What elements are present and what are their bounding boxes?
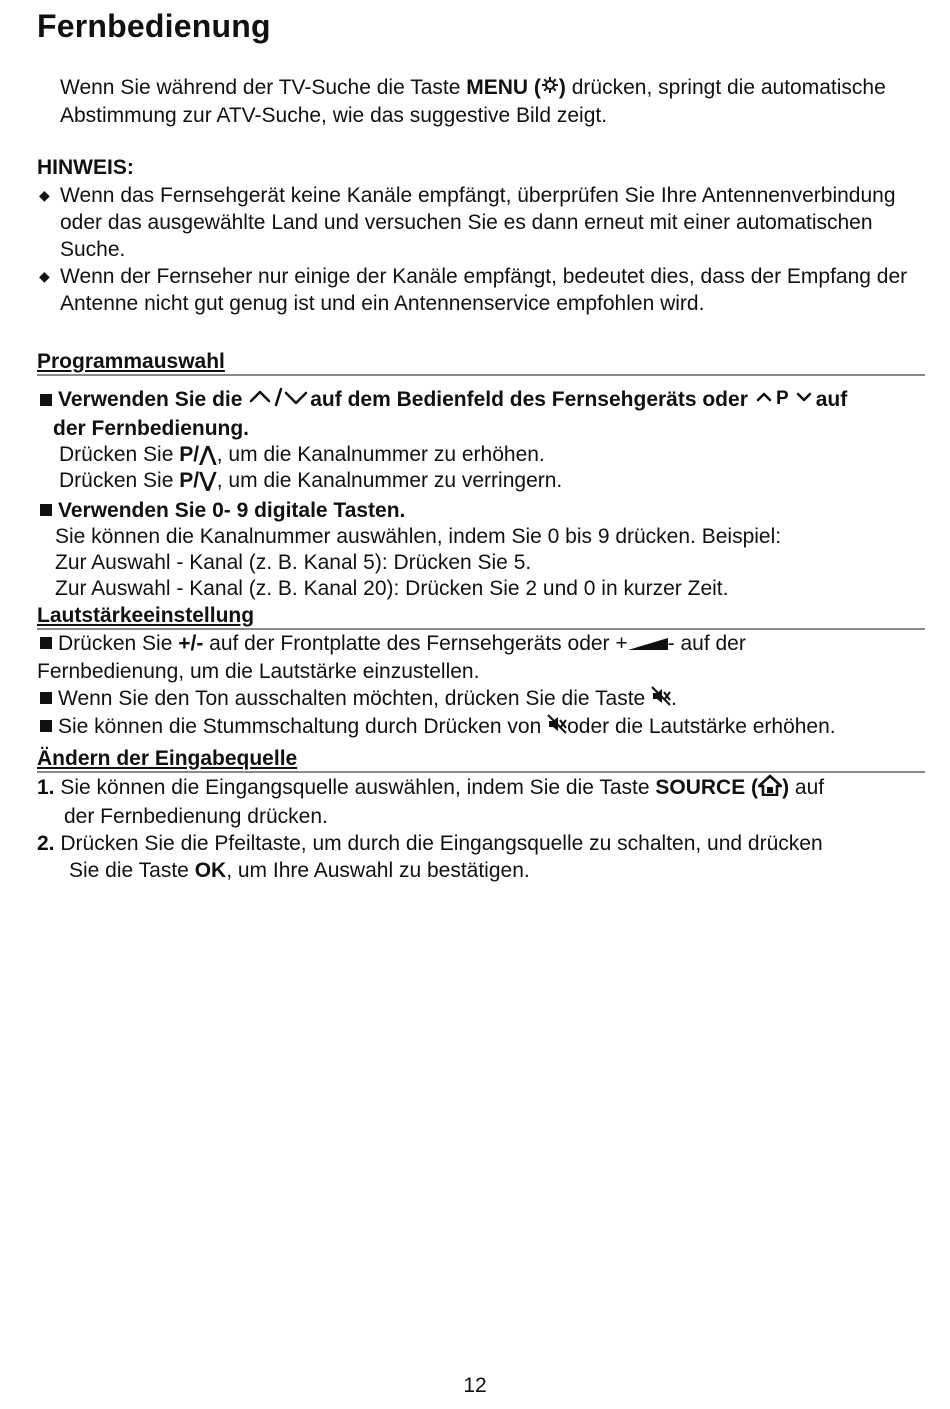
ok-key: OK — [194, 859, 227, 882]
p-up-key: P/⋀ — [179, 443, 217, 466]
section-heading-eingabequelle: Ändern der Eingabequelle — [37, 747, 298, 770]
intro-text-2: drücken, springt die automatische Abstimmung zur ATV-Suche, wie das suggestive Bild zeigt. — [60, 76, 886, 128]
list-item — [37, 630, 927, 658]
example-line: Sie können die Kanalnummer auswählen, indem Sie 0 bis 9 drücken. Beispiel: — [55, 525, 782, 548]
intro-text-1: Wenn Sie während der TV-Suche die Taste — [60, 76, 467, 99]
list-item — [37, 713, 927, 741]
menu-label: MENU ( — [466, 76, 541, 99]
source-close: ) — [782, 776, 790, 800]
item-text: Sie können die Eingangsquelle auswählen, indem Sie die Taste — [54, 776, 656, 800]
item-text: auf der Frontplatte des Fernsehgeräts oder + — [203, 632, 628, 655]
page-number: 12 — [463, 1374, 487, 1397]
up-down-arrow-icon — [248, 385, 310, 416]
square-bullet-icon — [40, 692, 52, 704]
line-text: , um die Kanalnummer zu erhöhen. — [216, 443, 545, 466]
step-number: 2. — [37, 832, 55, 855]
volume-ramp-icon — [628, 631, 668, 658]
example-line: Zur Auswahl - Kanal (z. B. Kanal 20): Drücken Sie 2 und 0 in kurzer Zeit. — [55, 577, 729, 600]
hinweis-item-text: Wenn der Fernseher nur einige der Kanäle empfängt, bedeutet dies, dass der Empfang der Antenne nicht gut genug ist und ein Antennenservice empfohlen wird. — [60, 265, 908, 315]
square-bullet-icon — [40, 504, 52, 516]
list-item — [37, 498, 927, 524]
item-text: Sie die Taste — [69, 859, 195, 882]
item-text: - auf der — [667, 632, 746, 655]
section-divider — [37, 771, 925, 773]
plus-minus-key: +/- — [178, 632, 204, 655]
p-up-down-icon — [754, 385, 816, 416]
line-text: , um die Kanalnummer zu verringern. — [216, 469, 563, 492]
item-text: auf — [815, 388, 848, 412]
list-item — [37, 385, 927, 416]
square-bullet-icon — [40, 720, 52, 732]
item-text: Verwenden Sie die — [58, 388, 249, 412]
item-text: . — [671, 686, 677, 710]
p-down-key: P/⋁ — [179, 469, 217, 492]
diamond-bullet-icon: ◆ — [39, 187, 50, 203]
line-text: Drücken Sie — [59, 469, 180, 492]
item-continuation: der Fernbedienung. — [53, 417, 250, 440]
list-item — [37, 263, 927, 317]
instruction-line — [37, 468, 927, 494]
section-lautstaerke — [37, 630, 927, 741]
square-bullet-icon — [40, 637, 52, 649]
item-text: Wenn Sie den Ton ausschalten möchten, drücken Sie die Taste — [58, 686, 652, 710]
list-item — [37, 182, 927, 263]
source-key: SOURCE ( — [655, 776, 759, 800]
line-text: Drücken Sie — [59, 443, 180, 466]
item-text: Verwenden Sie 0- 9 digitale Tasten. — [58, 499, 406, 522]
numbered-item — [37, 774, 927, 803]
mute-icon — [651, 686, 671, 713]
square-bullet-icon — [40, 394, 52, 406]
menu-close: ) — [558, 76, 566, 99]
item-continuation: der Fernbedienung drücken. — [64, 805, 328, 828]
item-continuation — [37, 857, 927, 884]
diamond-bullet-icon: ◆ — [39, 268, 50, 284]
svg-text:P: P — [775, 388, 789, 409]
hinweis-item-text: Wenn das Fernsehgerät keine Kanäle empfängt, überprüfen Sie Ihre Antennenverbindung oder das ausgewählte Land und versuchen Sie es dann erneut mit einer automatischen Suche. — [60, 184, 896, 261]
item-text: Drücken Sie die Pfeiltaste, um durch die Eingangsquelle zu schalten, und drücken — [54, 832, 823, 855]
page-title: Fernbedienung — [37, 8, 271, 44]
item-text: Drücken Sie — [58, 632, 179, 655]
home-icon — [758, 774, 782, 803]
instruction-line — [37, 442, 927, 468]
item-text: auf dem Bedienfeld des Fernsehgeräts oder — [310, 388, 754, 412]
section-heading-lautstaerke: Lautstärkeeinstellung — [37, 604, 255, 627]
section-eingabequelle — [37, 774, 927, 884]
item-text: auf — [789, 776, 825, 800]
item-continuation: Fernbedienung, um die Lautstärke einzustellen. — [37, 659, 480, 683]
section-divider — [37, 374, 925, 376]
hinweis-heading: HINWEIS: — [37, 156, 134, 179]
item-text: , um Ihre Auswahl zu bestätigen. — [226, 859, 530, 882]
item-text: oder die Lautstärke erhöhen. — [567, 714, 836, 738]
hinweis-list — [37, 182, 927, 317]
mute-icon — [547, 714, 567, 741]
gear-icon — [541, 74, 559, 102]
list-item — [37, 685, 927, 713]
item-text: Sie können die Stummschaltung durch Drücken von — [58, 714, 548, 738]
section-heading-programmauswahl: Programmauswahl — [37, 350, 225, 373]
step-number: 1. — [37, 776, 55, 800]
numbered-item — [37, 830, 927, 857]
example-line: Zur Auswahl - Kanal (z. B. Kanal 5): Drücken Sie 5. — [55, 551, 532, 574]
section-programmauswahl — [37, 385, 927, 602]
intro-paragraph — [60, 74, 920, 130]
